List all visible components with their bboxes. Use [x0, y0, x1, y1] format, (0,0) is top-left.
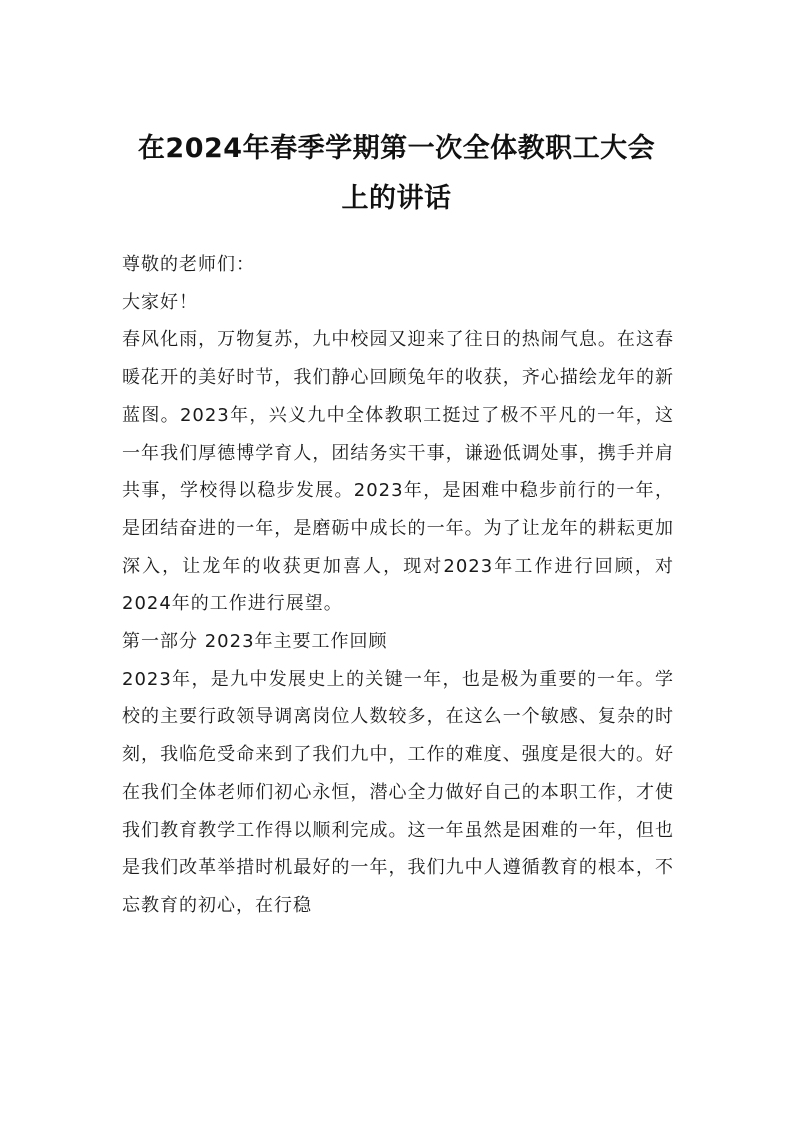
paragraph-review: 2023年，是九中发展史上的关键一年，也是极为重要的一年。学校的主要行政领导调离岗位人数较多，在这么一个敏感、复杂的时刻，我临危受命来到了我们九中，工作的难度、强度是很大的。好在我们全体老师们初心永恒，潜心全力做好自己的本职工作，才使我们教育教学工作得以顺利完成。这一年虽然是困难的一年，但也是我们改革举措时机最好的一年，我们九中人遵循教育的根本，不忘教育的初心，在行稳 [122, 668, 674, 916]
section-heading: 第一部分 2023年主要工作回顾 [122, 631, 388, 653]
title-line-1: 在2024年春季学期第一次全体教职工大会 [137, 133, 656, 164]
paragraph-intro: 春风化雨，万物复苏，九中校园又迎来了往日的热闹气息。在这春暖花开的美好时节，我们静心回顾兔年的收获，齐心描绘龙年的新蓝图。2023年，兴义九中全体教职工挺过了极不平凡的一年，这一年我们厚德博学育人，团结务实干事，谦逊低调处事，携手并肩共事，学校得以稳步发展。2023年，是困难中稳步前行的一年，是团结奋进的一年，是磨砺中成长的一年。为了让龙年的耕耘更加深入，让龙年的收获更加喜人，现对2023年工作进行回顾，对2024年的工作进行展望。 [122, 329, 674, 615]
greeting: 大家好！ [122, 291, 198, 313]
document-title [110, 124, 683, 224]
document-body [122, 246, 674, 925]
title-line-2: 上的讲话 [341, 183, 452, 214]
salutation: 尊敬的老师们： [122, 254, 255, 275]
